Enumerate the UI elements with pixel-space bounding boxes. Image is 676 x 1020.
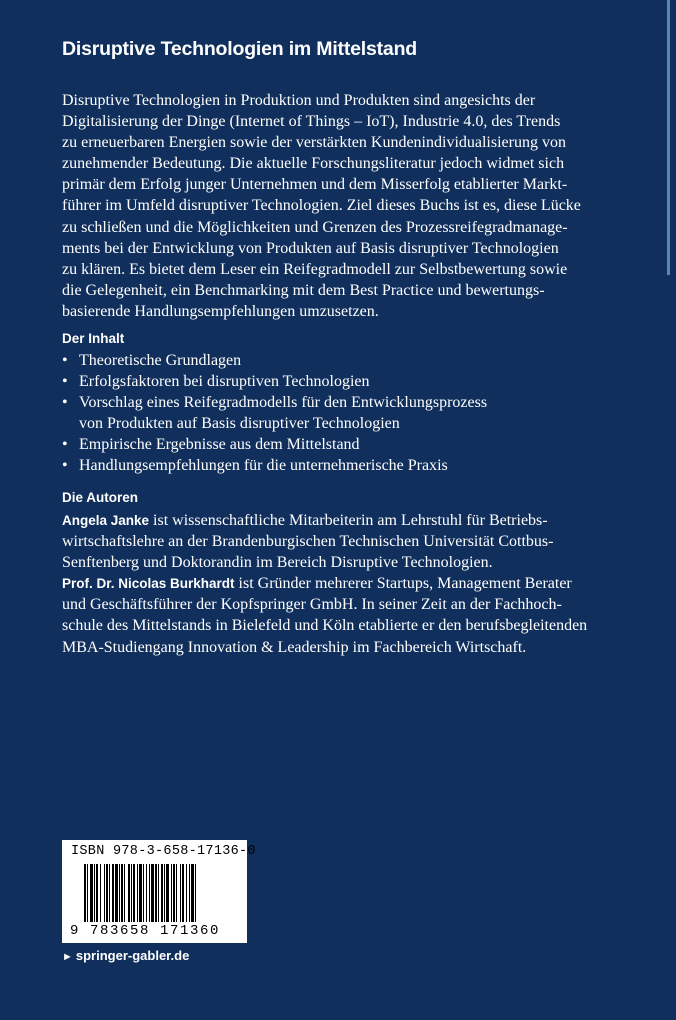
- description-line: ments bei der Entwicklung von Produkten auf Basis disruptiver Technologien: [62, 239, 559, 257]
- contents-heading: Der Inhalt: [62, 331, 125, 346]
- authors-bio: [62, 510, 587, 658]
- isbn-label: ISBN 978-3-658-17136-0: [71, 844, 256, 859]
- author-bio-line: und Geschäftsführer der Kopfspringer GmbH. In seiner Zeit an der Fachhoch-: [62, 596, 562, 614]
- authors-heading: Die Autoren: [62, 490, 139, 505]
- isbn-barcode: [62, 840, 256, 943]
- barcode-bars: [84, 864, 234, 922]
- book-description: [62, 90, 587, 322]
- list-item: [62, 392, 592, 434]
- author-name: Prof. Dr. Nicolas Burkhardt: [62, 576, 235, 592]
- author-bio-line: [62, 573, 587, 594]
- list-item-text: Handlungsempfehlungen für die unternehmerische Praxis: [79, 457, 448, 475]
- description-line: die Gelegenheit, ein Benchmarking mit dem Best Practice und bewertungs-: [62, 281, 545, 299]
- description-line: primär dem Erfolg junger Unternehmen und dem Misserfolg etablierter Markt-: [62, 176, 568, 194]
- author-bio-line: Senftenberg und Doktorandin im Bereich Disruptive Technologien.: [62, 554, 493, 572]
- arrow-right-icon: ►: [62, 951, 73, 963]
- contents-list: [62, 350, 592, 477]
- description-line: zunehmender Bedeutung. Die aktuelle Forschungsliteratur jedoch widmet sich: [62, 155, 565, 173]
- publisher-link[interactable]: [62, 948, 189, 963]
- description-line: zu erneuerbaren Energien sowie der verstärkten Kundenindividualisierung von: [62, 134, 566, 152]
- bullet-icon: •: [62, 373, 68, 391]
- list-item-text: Theoretische Grundlagen: [79, 352, 242, 369]
- list-item: [62, 350, 592, 371]
- author-bio-text: ist Gründer mehrerer Startups, Management Berater: [234, 575, 572, 593]
- list-item: [62, 434, 592, 455]
- bullet-icon: •: [62, 352, 68, 369]
- list-item-text-continuation: von Produkten auf Basis disruptiver Technologien: [79, 415, 400, 433]
- list-item: [62, 371, 592, 392]
- description-line: basierende Handlungsempfehlungen umzusetzen.: [62, 302, 379, 320]
- author-bio-line: schule des Mittelstands in Bielefeld und Köln etablierte er den berufsbegleitenden: [62, 617, 588, 635]
- bullet-icon: •: [62, 394, 68, 412]
- author-name: Angela Janke: [62, 513, 150, 528]
- author-bio-line: MBA-Studiengang Innovation & Leadership im Fachbereich Wirtschaft.: [62, 638, 527, 656]
- barcode-digits: 9 783658 171360: [70, 923, 221, 939]
- list-item-text: Erfolgsfaktoren bei disruptiven Technologien: [79, 373, 370, 391]
- bullet-icon: •: [62, 436, 68, 454]
- description-line: Disruptive Technologien in Produktion und Produkten sind angesichts der: [62, 92, 536, 109]
- description-line: führer im Umfeld disruptiver Technologien. Ziel dieses Buchs ist es, diese Lücke: [62, 197, 581, 215]
- author-bio-text: ist wissenschaftliche Mitarbeiterin am Lehrstuhl für Betriebs-: [149, 512, 548, 529]
- publisher-url: springer-gabler.de: [75, 948, 190, 963]
- spine-accent-line: [667, 0, 670, 275]
- author-bio-line: [62, 510, 587, 531]
- list-item: [62, 455, 592, 476]
- list-item-text: Vorschlag eines Reifegradmodells für den Entwicklungsprozess: [79, 394, 488, 412]
- description-line: Digitalisierung der Dinge (Internet of Things – IoT), Industrie 4.0, des Trends: [62, 113, 561, 131]
- bullet-icon: •: [62, 457, 68, 475]
- description-line: zu schließen und die Möglichkeiten und Grenzen des Prozessreifegradmanage-: [62, 218, 568, 236]
- description-line: zu klären. Es bietet dem Leser ein Reifegradmodell zur Selbstbewertung sowie: [62, 260, 568, 278]
- author-bio-line: wirtschaftslehre an der Brandenburgischen Technischen Universität Cottbus-: [62, 533, 554, 551]
- list-item-text: Empirische Ergebnisse aus dem Mittelstand: [79, 436, 360, 454]
- back-cover-title: Disruptive Technologien im Mittelstand: [62, 38, 417, 60]
